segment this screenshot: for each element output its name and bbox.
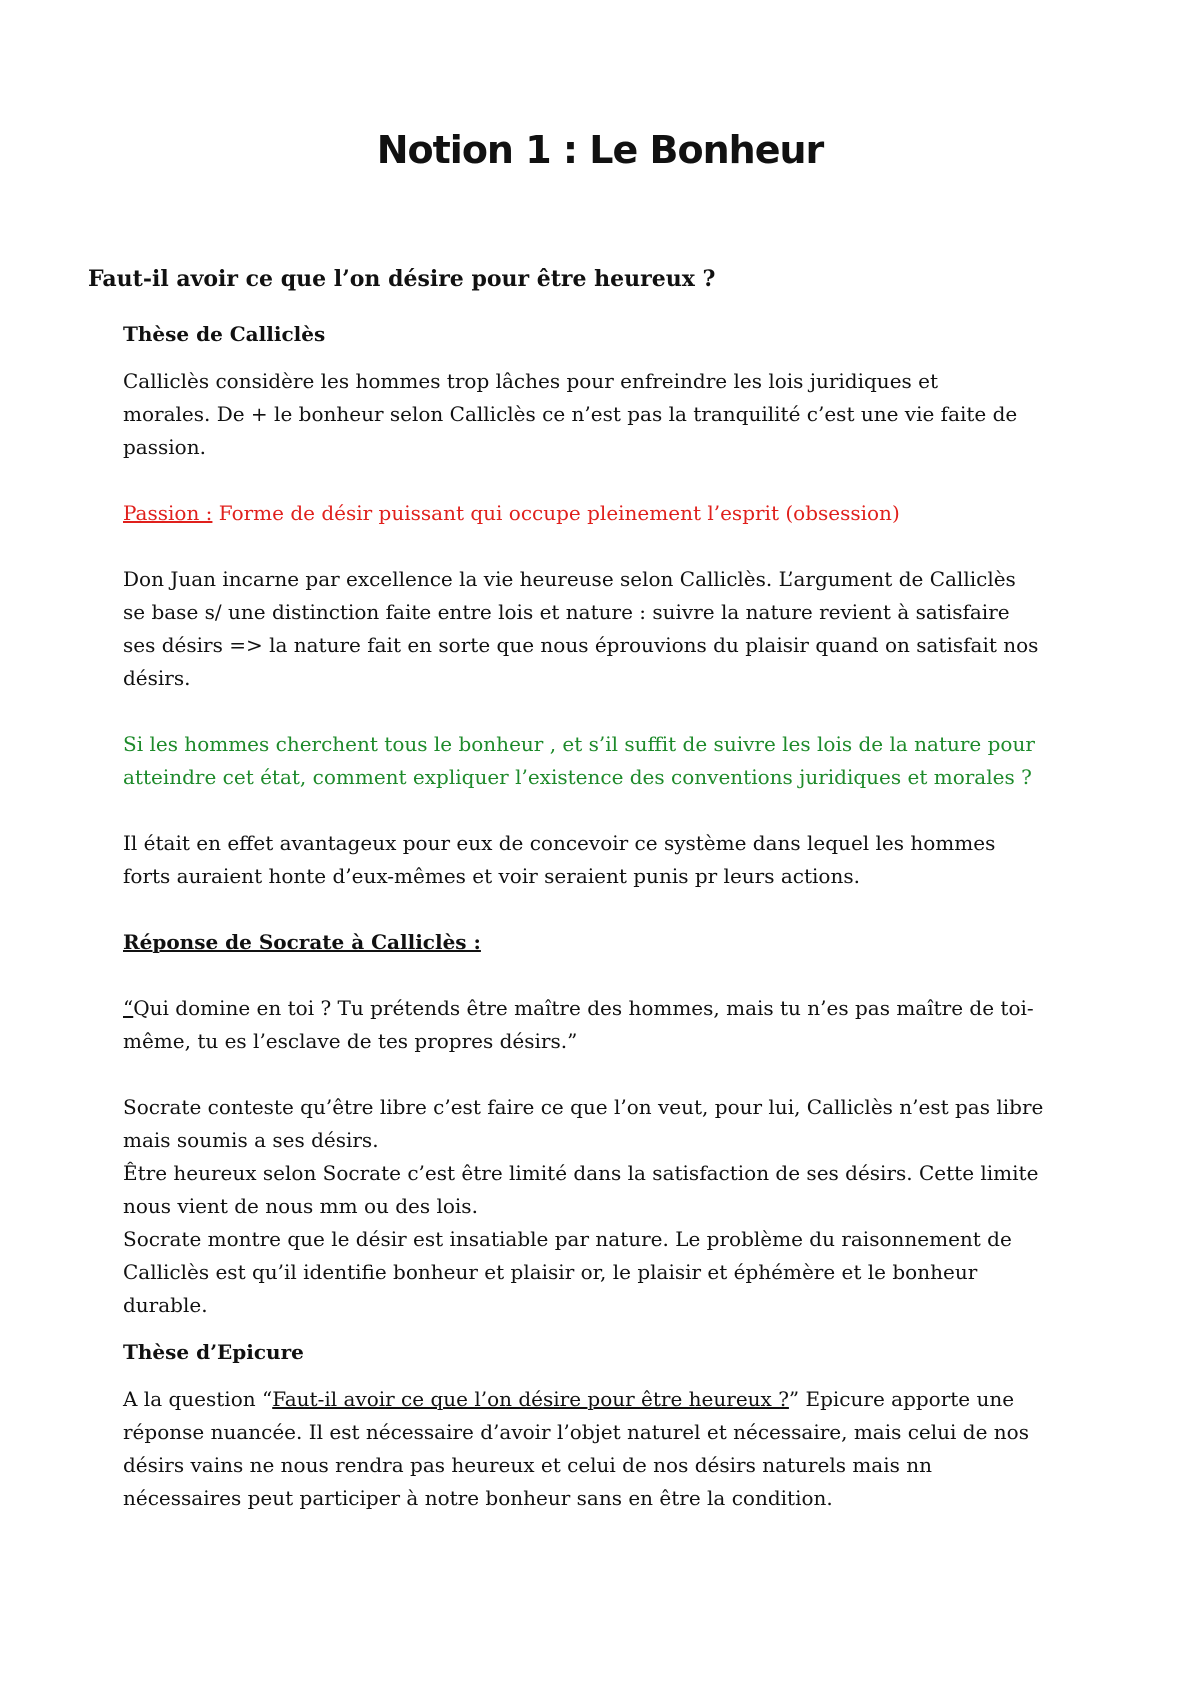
- callicles-paragraph-line: morales. De + le bonheur selon Calliclès ce n’est pas la tranquilité c’est une vie faite de: [123, 402, 1018, 426]
- socrate-paragraph-line: mais soumis a ses désirs.: [123, 1128, 379, 1152]
- socrate-paragraph-line: durable.: [123, 1293, 208, 1317]
- callicles-paragraph-line: passion.: [123, 435, 206, 459]
- don-juan-paragraph-line: se base s/ une distinction faite entre lois et nature : suivre la nature revient à satisfaire: [123, 600, 1010, 624]
- conventions-paragraph-line: Il était en effet avantageux pour eux de concevoir ce système dans lequel les hommes: [123, 831, 996, 855]
- definition-term: Passion :: [123, 501, 213, 525]
- passion-definition: [123, 497, 1103, 530]
- conventions-paragraph-line: forts auraient honte d’eux-mêmes et voir seraient punis pr leurs actions.: [123, 864, 860, 888]
- main-question: Faut-il avoir ce que l’on désire pour être heureux ?: [88, 266, 716, 292]
- document-body: [123, 318, 1103, 1515]
- socrate-paragraph-line: Être heureux selon Socrate c’est être limité dans la satisfaction de ses désirs. Cette limite: [123, 1161, 1039, 1185]
- quote-mark: “: [123, 996, 134, 1020]
- don-juan-paragraph-line: ses désirs => la nature fait en sorte que nous éprouvions du plaisir quand on satisfait nos: [123, 633, 1039, 657]
- section-heading-epicure: Thèse d’Epicure: [123, 1340, 304, 1364]
- green-question-line: Si les hommes cherchent tous le bonheur , et s’il suffit de suivre les lois de la nature pour: [123, 732, 1035, 756]
- socrate-quote-line: “Qui domine en toi ? Tu prétends être maître des hommes, mais tu n’es pas maître de toi-: [123, 996, 1034, 1020]
- socrate-paragraph-line: nous vient de nous mm ou des lois.: [123, 1194, 478, 1218]
- section-heading-socrate: Réponse de Socrate à Calliclès :: [123, 930, 481, 954]
- epicure-paragraph-line: A la question “Faut-il avoir ce que l’on désire pour être heureux ?” Epicure apporte une: [123, 1387, 1015, 1411]
- epicure-quoted-question: Faut-il avoir ce que l’on désire pour être heureux ?: [272, 1387, 789, 1411]
- socrate-paragraph-line: Calliclès est qu’il identifie bonheur et plaisir or, le plaisir et éphémère et le bonheur: [123, 1260, 978, 1284]
- socrate-paragraph-line: Socrate montre que le désir est insatiable par nature. Le problème du raisonnement de: [123, 1227, 1012, 1251]
- epicure-paragraph-line: désirs vains ne nous rendra pas heureux et celui de nos désirs naturels mais nn: [123, 1453, 933, 1477]
- epicure-paragraph-line: nécessaires peut participer à notre bonheur sans en être la condition.: [123, 1486, 833, 1510]
- socrate-paragraph-line: Socrate conteste qu’être libre c’est faire ce que l’on veut, pour lui, Calliclès n’est pas libre: [123, 1095, 1044, 1119]
- page-title: Notion 1 : Le Bonheur: [376, 128, 824, 172]
- socrate-quote-line: même, tu es l’esclave de tes propres désirs.”: [123, 1029, 578, 1053]
- don-juan-paragraph-line: Don Juan incarne par excellence la vie heureuse selon Calliclès. L’argument de Calliclès: [123, 567, 1016, 591]
- section-heading-callicles: Thèse de Calliclès: [123, 322, 326, 346]
- green-question-line: atteindre cet état, comment expliquer l’existence des conventions juridiques et morales ?: [123, 765, 1032, 789]
- callicles-paragraph-line: Calliclès considère les hommes trop lâches pour enfreindre les lois juridiques et: [123, 369, 939, 393]
- epicure-paragraph-line: réponse nuancée. Il est nécessaire d’avoir l’objet naturel et nécessaire, mais celui de nos: [123, 1420, 1029, 1444]
- definition-text: Forme de désir puissant qui occupe pleinement l’esprit (obsession): [212, 501, 900, 525]
- don-juan-paragraph-line: désirs.: [123, 666, 191, 690]
